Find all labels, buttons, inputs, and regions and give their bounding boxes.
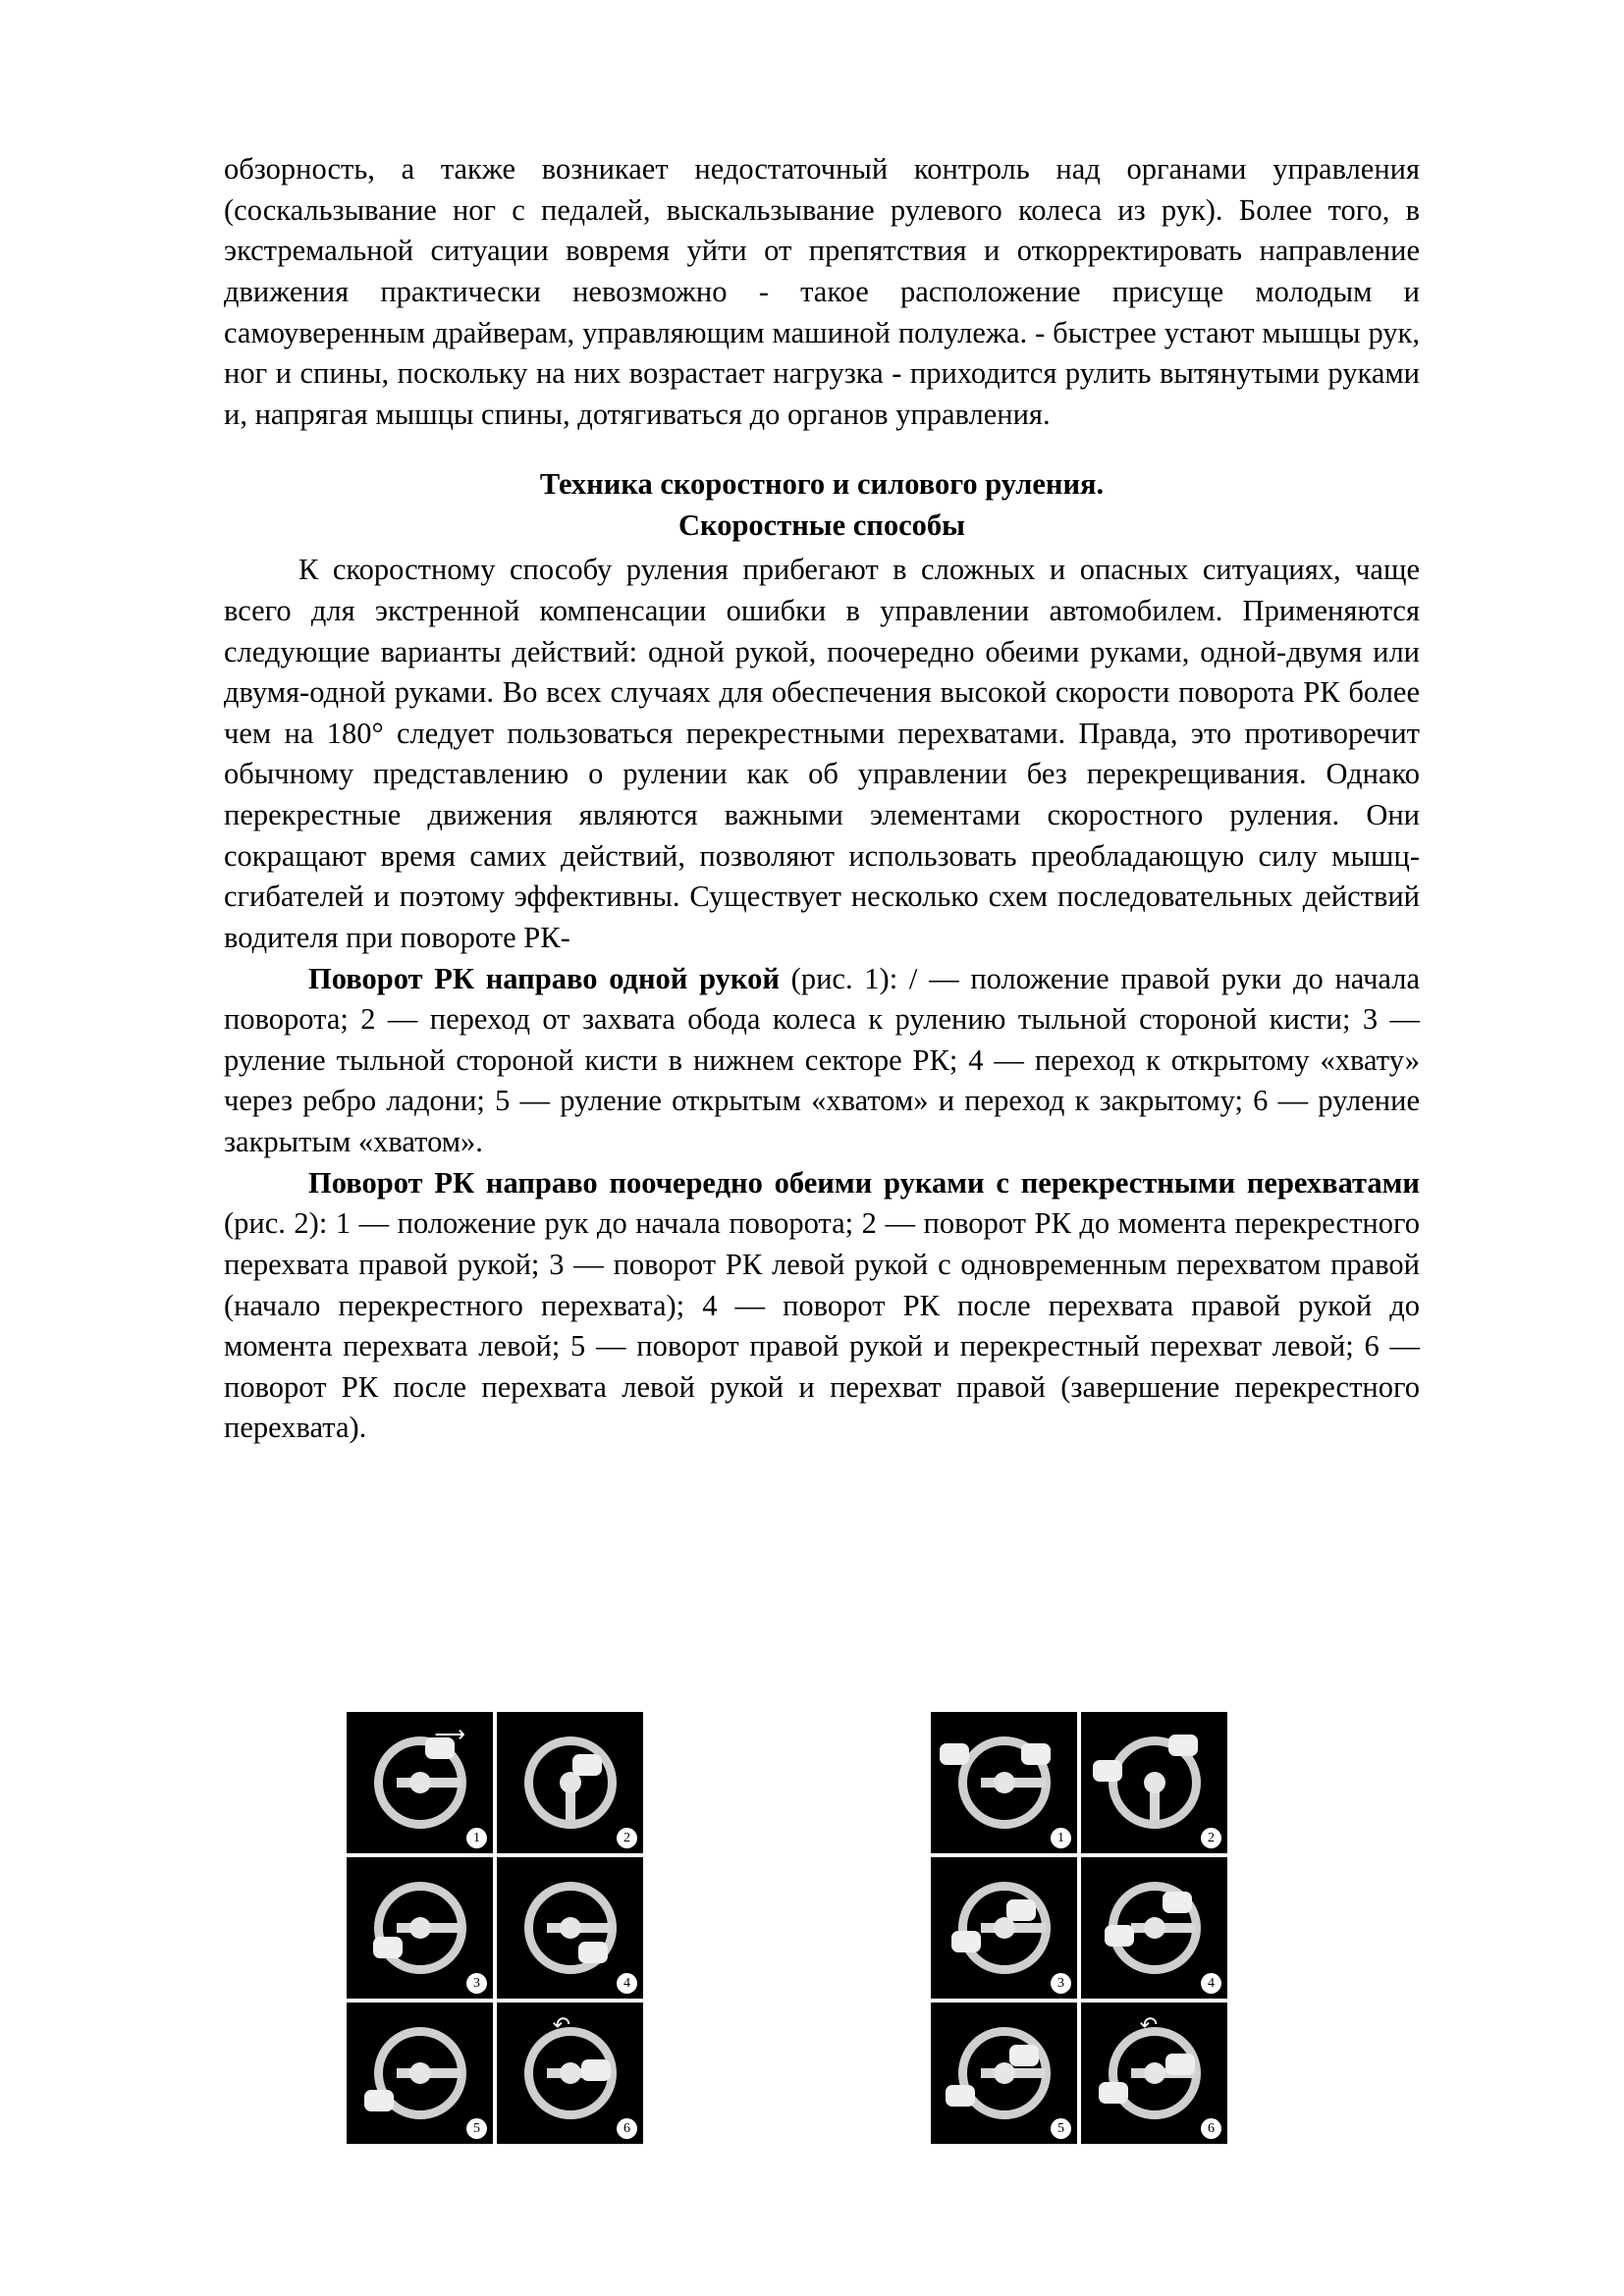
steering-wheel-icon: [524, 1736, 617, 1829]
figure-2-cell-6: [1081, 2002, 1227, 2144]
hand-right: [1168, 1735, 1198, 1756]
figure-1-cell-6: [497, 2002, 643, 2144]
paragraph-figure-2-description: [224, 1163, 1420, 1449]
figure-step-number: 1: [1051, 1828, 1071, 1848]
section-subtitle: Скоростные способы: [678, 507, 965, 542]
wheel-hub: [1144, 1772, 1165, 1793]
hand-right: [1009, 2045, 1039, 2066]
hand-right: [364, 2090, 394, 2111]
hand-left: [951, 1931, 981, 1952]
figure-1-rest: (рис. 1): / — положение правой руки до начала поворота; 2 — переход от захвата обода колеса к рулению тыльной стороной кисти; 3 — руление тыльной стороной кисти в нижнем секторе РК; 4 — переход к открытому «хвату» через ребро ладони; 5 — руление открытым «хватом» и переход к закрытому; 6 — руление закрытым «хватом».: [224, 961, 1420, 1159]
figure-2-cell-1: [931, 1712, 1077, 1853]
figure-step-number: 3: [1051, 1973, 1071, 1994]
paragraph-intro: обзорность, а также возникает недостаточный контроль над органами управления (соскальзывание ног с педалей, выскальзывание рулевого колеса из рук). Более того, в экстремальной ситуации вовремя уйти от препятствия и откорректировать направление движения практически невозможно - такое расположение присуще молодым и самоуверенным драйверам, управляющим машиной полулежа. - быстрее устают мышцы рук, ног и спины, поскольку на них возрастает нагрузка - приходится рулить вытянутыми руками и, напрягая мышцы спины, дотягиваться до органов управления.: [224, 152, 1420, 431]
hand-left: [1099, 2082, 1128, 2104]
figure-2-rest: (рис. 2): 1 — положение рук до начала поворота; 2 — поворот РК до момента перекрестного перехвата правой рукой; 3 — поворот РК левой рукой с одновременным перехватом правой (начало перекрестного перехвата); 4 — поворот РК после перехвата правой рукой до момента перехвата левой; 5 — поворот правой рукой и перекрестный перехват левой; 6 — поворот РК после перехвата левой рукой и перехват правой (завершение перекрестного перехвата).: [224, 1206, 1420, 1445]
rotation-arrow-icon: ↶: [552, 2011, 571, 2037]
figures-row: [224, 1712, 1420, 2144]
figure-1-cell-2: [497, 1712, 643, 1853]
section-title: Техника скоростного и силового руления.: [539, 467, 1105, 502]
wheel-hub: [1144, 2062, 1165, 2084]
figure-step-number: 4: [1201, 1973, 1221, 1994]
hand-left: [940, 1743, 969, 1765]
figure-step-number: 5: [466, 2118, 487, 2139]
figure-2-image: [931, 1712, 1227, 2144]
figure-1-cell-1: [347, 1712, 493, 1853]
figure-step-number: 6: [1201, 2118, 1221, 2139]
figure-step-number: 5: [1051, 2118, 1071, 2139]
wheel-hub: [1144, 1917, 1165, 1939]
figure-step-number: 4: [617, 1973, 637, 1994]
figure-2-cell-4: [1081, 1857, 1227, 1999]
figure-1-lead: Поворот РК направо одной рукой: [308, 961, 780, 995]
figure-step-number: 1: [466, 1828, 487, 1848]
figure-2-cell-3: [931, 1857, 1077, 1999]
page-content: [224, 149, 1420, 1449]
steering-wheel-icon: [374, 1882, 466, 1974]
wheel-hub: [994, 1772, 1015, 1793]
section-heading-block: [224, 464, 1420, 546]
rotation-arrow-icon: ⟶: [434, 1721, 465, 1746]
hand-right: [581, 2059, 611, 2081]
hand-right: [1021, 1743, 1051, 1765]
wheel-hub: [994, 2062, 1015, 2084]
figure-2-cell-2: [1081, 1712, 1227, 1853]
figure-2-cell-5: [931, 2002, 1077, 2144]
figure-step-number: 6: [617, 2118, 637, 2139]
paragraph-body-1: К скоростному способу руления прибегают в сложных и опасных ситуациях, чаще всего для экстренной компенсации ошибки в управлении автомобилем. Применяются следующие варианты действий: одной рукой, поочередно обеими руками, одной-двумя или двумя-одной руками. Во всех случаях для обеспечения высокой скорости поворота РК более чем на 180° следует пользоваться перекрестными перехватами. Правда, это противоречит обычному представлению о рулении как об управлении без перекрещивания. Однако перекрестные движения являются важными элементами скоростного руления. Они сокращают время самих действий, позволяют использовать преобладающую силу мышц-сгибателей и поэтому эффективны. Существует несколько схем последовательных действий водителя при повороте РК-: [224, 553, 1420, 954]
hand-left: [946, 2085, 975, 2107]
figure-2-lead: Поворот РК направо поочередно обеими руками с перекрестными перехватами: [308, 1165, 1420, 1200]
hand-right: [1006, 1899, 1036, 1921]
wheel-hub: [409, 1917, 431, 1939]
figure-1-cell-3: [347, 1857, 493, 1999]
figure-step-number: 3: [466, 1973, 487, 1994]
steering-wheel-icon: [958, 1882, 1051, 1974]
wheel-hub: [560, 1917, 581, 1939]
figure-step-number: 2: [1201, 1828, 1221, 1848]
figure-step-number: 2: [617, 1828, 637, 1848]
wheel-hub: [409, 2062, 431, 2084]
hand-right: [578, 1942, 608, 1963]
hand-right: [1163, 1892, 1192, 1913]
hand-left: [1093, 1760, 1122, 1782]
wheel-hub: [409, 1772, 431, 1793]
hand-left: [1105, 1925, 1134, 1947]
figure-1-cell-5: [347, 2002, 493, 2144]
figure-1-image: [347, 1712, 643, 2144]
paragraph-figure-1-description: [224, 959, 1420, 1163]
rotation-arrow-icon: ↶: [1139, 2011, 1159, 2037]
hand-right: [1165, 2054, 1195, 2075]
hand-right: [373, 1937, 403, 1958]
hand-right: [572, 1754, 602, 1776]
figure-1-cell-4: [497, 1857, 643, 1999]
wheel-hub: [560, 2062, 581, 2084]
